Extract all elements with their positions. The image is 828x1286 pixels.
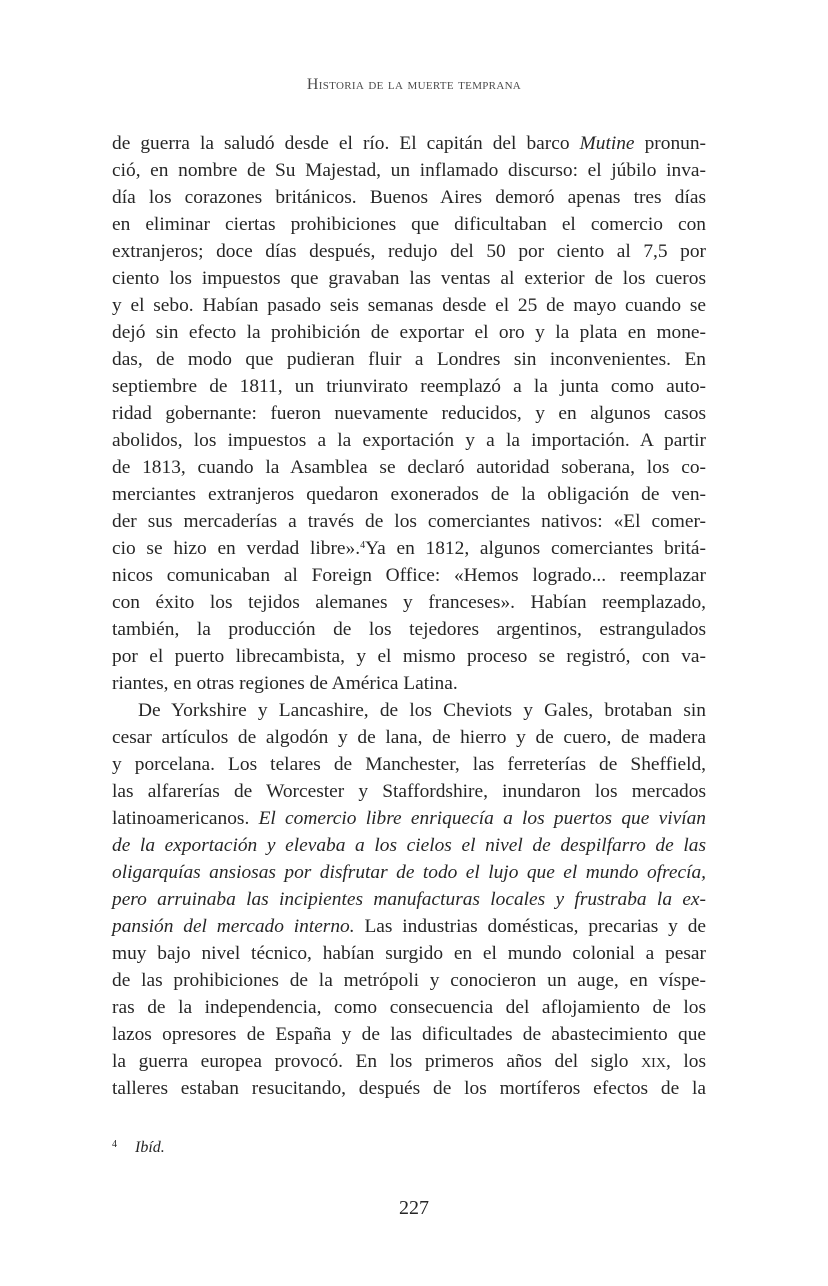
text-run: lazos opresores de España y de las dificultades de abastecimiento que: [112, 1024, 706, 1045]
text-run: cio se hizo en verdad libre».: [112, 538, 361, 559]
paragraph-1-line: [112, 373, 706, 400]
text-run: por el puerto librecambista, y el mismo proceso se registró, con va-: [112, 646, 706, 667]
text-run: talleres estaban resucitando, después de los mortíferos efectos de la: [112, 1078, 706, 1099]
paragraph-1-line: [112, 292, 706, 319]
text-run: merciantes extranjeros quedaron exonerados de la obligación de ven-: [112, 484, 706, 505]
text-run: oligarquías ansiosas por disfrutar de todo el lujo que el mundo ofrecía,: [112, 862, 706, 883]
paragraph-1-line: [112, 643, 706, 670]
footnote-text: Ibíd.: [135, 1139, 165, 1156]
text-run: extranjeros; doce días después, redujo del 50 por ciento al 7,5 por: [112, 241, 706, 262]
paragraph-2-line: [112, 1021, 706, 1048]
text-run: pero arruinaba las incipientes manufacturas locales y frustraba la ex-: [112, 889, 706, 910]
paragraph-1-line: [112, 454, 706, 481]
text-run: de la exportación y elevaba a los cielos el nivel de despilfarro de las: [112, 835, 706, 856]
paragraph-2-line: [112, 697, 706, 724]
footnote-number: 4: [112, 1139, 117, 1150]
text-run: , los: [665, 1051, 707, 1072]
paragraph-2-line: [112, 832, 706, 859]
paragraph-1-line: [112, 481, 706, 508]
text-run: De Yorkshire y Lancashire, de los Cheviots y Gales, brotaban sin: [138, 700, 706, 721]
paragraph-1-line: [112, 157, 706, 184]
paragraph-1-line: [112, 265, 706, 292]
text-run: pansión del mercado interno.: [112, 916, 355, 937]
text-run: cesar artículos de algodón y de lana, de hierro y de cuero, de madera: [112, 727, 706, 748]
footnote-reference: 4: [360, 540, 366, 551]
text-run: las alfarerías de Worcester y Staffordshire, inundaron los mercados: [112, 781, 706, 802]
paragraph-1-line: [112, 589, 706, 616]
paragraph-1-line: [112, 535, 706, 562]
text-run: Mutine: [579, 133, 635, 154]
text-run: dejó sin efecto la prohibición de exportar el oro y la plata en mone-: [112, 322, 706, 343]
paragraph-2-line: [112, 778, 706, 805]
text-run: riantes, en otras regiones de América Latina.: [112, 673, 458, 694]
text-run: la guerra europea provocó. En los primeros años del siglo: [112, 1051, 642, 1072]
paragraph-2-line: [112, 967, 706, 994]
text-run: El comercio libre enriquecía a los puertos que vivían: [258, 808, 706, 829]
paragraph-2-line: [112, 994, 706, 1021]
body-text: [112, 130, 706, 1102]
text-run: der sus mercaderías a través de los comerciantes nativos: «El comer-: [112, 511, 706, 532]
text-run: y el sebo. Habían pasado seis semanas desde el 25 de mayo cuando se: [112, 295, 706, 316]
paragraph-1-line: [112, 670, 706, 697]
text-run: septiembre de 1811, un triunvirato reemplazó a la junta como auto-: [112, 376, 706, 397]
paragraph-1-line: [112, 562, 706, 589]
text-run: ras de la independencia, como consecuencia del aflojamiento de los: [112, 997, 706, 1018]
text-run: con éxito los tejidos alemanes y franceses». Habían reemplazado,: [112, 592, 706, 613]
text-run: día los corazones británicos. Buenos Aires demoró apenas tres días: [112, 187, 706, 208]
paragraph-1-line: [112, 346, 706, 373]
text-run: abolidos, los impuestos a la exportación y a la importación. A partir: [112, 430, 706, 451]
text-run: muy bajo nivel técnico, habían surgido en el mundo colonial a pesar: [112, 943, 706, 964]
text-run: xix: [641, 1051, 666, 1072]
text-run: de guerra la saludó desde el río. El capitán del barco: [112, 133, 580, 154]
paragraph-1-line: [112, 319, 706, 346]
paragraph-1-line: [112, 508, 706, 535]
paragraph-1-line: [112, 130, 706, 157]
text-run: en eliminar ciertas prohibiciones que dificultaban el comercio con: [112, 214, 706, 235]
text-run: pronun-: [634, 133, 706, 154]
paragraph-2-line: [112, 913, 706, 940]
paragraph-2-line: [112, 940, 706, 967]
paragraph-1-line: [112, 616, 706, 643]
footnote: [112, 1139, 165, 1157]
paragraph-2-line: [112, 1048, 706, 1075]
paragraph-1-line: [112, 427, 706, 454]
paragraph-2-line: [112, 1075, 706, 1102]
text-run: ciento los impuestos que gravaban las ventas al exterior de los cueros: [112, 268, 706, 289]
text-run: y porcelana. Los telares de Manchester, las ferreterías de Sheffield,: [112, 754, 706, 775]
text-run: ridad gobernante: fueron nuevamente reducidos, y en algunos casos: [112, 403, 706, 424]
paragraph-2-line: [112, 805, 706, 832]
page-number: 227: [399, 1197, 429, 1219]
text-run: Las industrias domésticas, precarias y de: [354, 916, 706, 937]
text-run: de 1813, cuando la Asamblea se declaró autoridad soberana, los co-: [112, 457, 706, 478]
paragraph-2-line: [112, 724, 706, 751]
running-header: Historia de la muerte temprana: [306, 76, 522, 93]
text-run: latinoamericanos.: [112, 808, 259, 829]
paragraph-2-line: [112, 886, 706, 913]
paragraph-1-line: [112, 238, 706, 265]
paragraph-1-line: [112, 184, 706, 211]
text-run: das, de modo que pudieran fluir a Londres sin inconvenientes. En: [112, 349, 706, 370]
paragraph-1-line: [112, 211, 706, 238]
paragraph-2-line: [112, 751, 706, 778]
text-run: Ya en 1812, algunos comerciantes britá-: [365, 538, 706, 559]
text-run: de las prohibiciones de la metrópoli y conocieron un auge, en víspe-: [112, 970, 706, 991]
text-run: también, la producción de los tejedores argentinos, estrangulados: [112, 619, 706, 640]
text-run: ció, en nombre de Su Majestad, un inflamado discurso: el júbilo inva-: [112, 160, 706, 181]
paragraph-1-line: [112, 400, 706, 427]
text-run: nicos comunicaban al Foreign Office: «Hemos logrado... reemplazar: [112, 565, 706, 586]
paragraph-2-line: [112, 859, 706, 886]
